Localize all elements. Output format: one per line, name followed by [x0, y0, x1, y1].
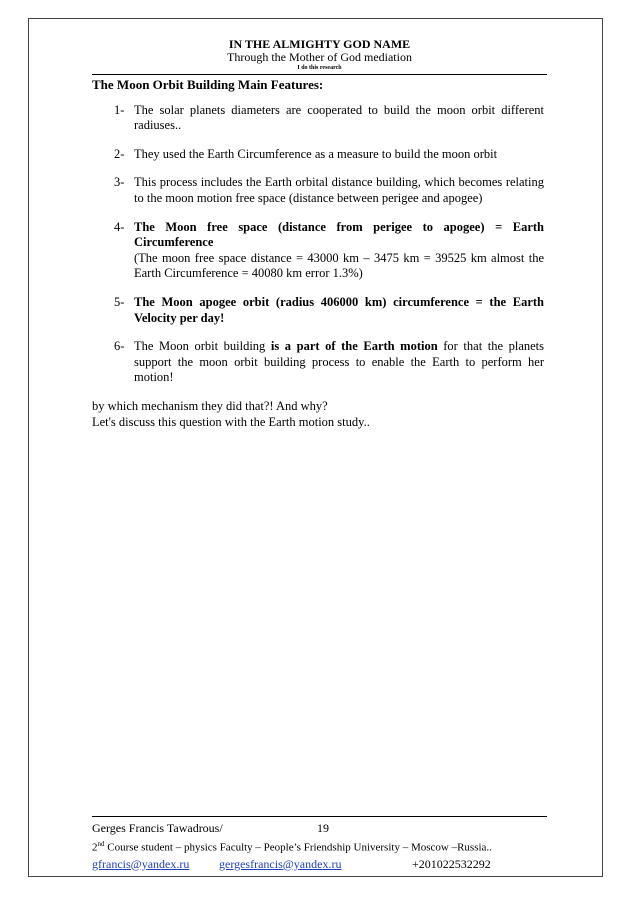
list-item [92, 220, 544, 282]
list-item [92, 295, 544, 326]
list-item [92, 339, 544, 386]
phone-number: +201022532292 [412, 856, 491, 871]
affiliation-suffix: nd [97, 840, 105, 848]
page-header [92, 38, 547, 72]
footer-rule [92, 816, 547, 817]
header-rule [92, 74, 547, 75]
footer-affiliation [92, 836, 547, 856]
item-number: 1- [114, 102, 125, 117]
item-text: This process includes the Earth orbital distance building, which becomes relating to the moon motion free space (distance between perigee and apogee) [134, 175, 544, 205]
item-number: 3- [114, 175, 125, 190]
footer-author: Gerges Francis Tawadrous/ [92, 821, 223, 835]
item-bold-text: The Moon free space (distance from perigee to apogee) = Earth Circumference [134, 219, 544, 250]
closing-question: by which mechanism they did that?! And why? [92, 398, 328, 413]
email-link-1[interactable]: gfrancis@yandex.ru [92, 856, 190, 871]
header-subtitle: Through the Mother of God mediation [227, 50, 412, 64]
item-bold-text: is a part of the Earth motion [270, 339, 438, 354]
closing-statement: Let's discuss this question with the Earth motion study.. [92, 414, 370, 429]
item-text: They used the Earth Circumference as a measure to build the moon orbit [134, 146, 498, 161]
list-item [92, 147, 544, 163]
page-number: 19 [317, 821, 329, 835]
item-text: The solar planets diameters are cooperated to build the moon orbit different radiuses.. [134, 102, 544, 133]
header-note: I do this research [297, 65, 342, 71]
item-number: 6- [114, 339, 125, 354]
item-text-post: for that the planets support the moon orbit building process to enable the Earth to perform her motion! [134, 339, 544, 385]
item-number: 2- [114, 146, 125, 161]
item-number: 4- [114, 219, 125, 234]
item-bold-text: The Moon apogee orbit (radius 406000 km) circumference = the Earth Velocity per day! [134, 294, 544, 325]
features-list [92, 103, 544, 386]
main-content [92, 77, 544, 430]
item-text-pre: The Moon orbit building [134, 339, 271, 354]
item-number: 5- [114, 294, 125, 309]
list-item [92, 103, 544, 134]
item-text: (The moon free space distance = 43000 km – 3475 km = 39525 km almost the Earth Circumference = 40080 km error 1.3%) [134, 250, 544, 281]
affiliation-number: 2 [92, 841, 98, 854]
email-link-2[interactable]: gergesfrancis@yandex.ru [219, 856, 342, 871]
header-title: IN THE ALMIGHTY GOD NAME [228, 37, 411, 51]
page-footer [92, 820, 547, 872]
affiliation-text: Course student – physics Faculty – People’s Friendship University – Moscow –Russia.. [104, 841, 492, 854]
section-title: The Moon Orbit Building Main Features: [92, 77, 324, 92]
list-item [92, 175, 544, 206]
